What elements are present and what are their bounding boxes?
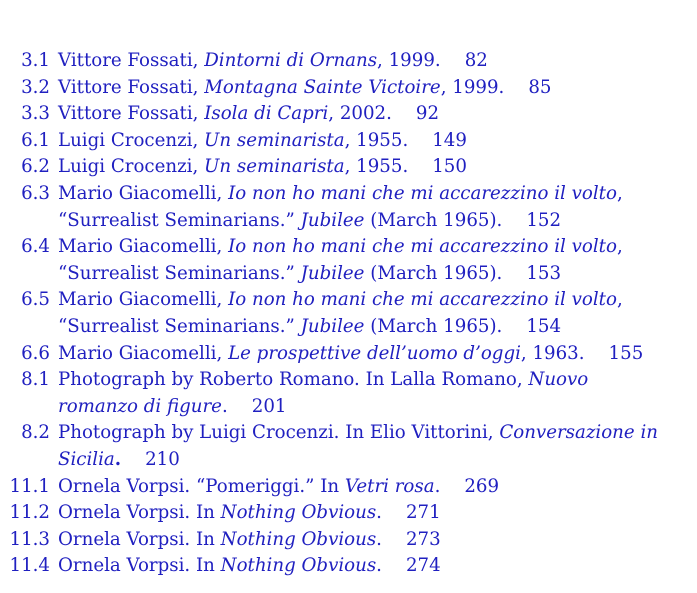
figure-entry[interactable] [6,234,691,287]
figure-entry[interactable] [6,474,691,501]
figure-author: Ornela Vorpsi. “Pomeriggi.” In [58,475,345,497]
figure-entry[interactable] [6,367,691,420]
page-number[interactable]: 155 [608,342,644,364]
figure-caption [50,367,678,420]
figure-entry[interactable] [6,527,691,554]
figure-number: 6.6 [21,342,50,364]
figure-publication: Jubilee [300,315,365,337]
figure-date: (March 1965). [364,262,503,284]
figure-entry[interactable] [6,181,691,234]
figure-number: 11.1 [9,475,50,497]
figure-title: Io non ho mani che mi accarezzino il volto [228,236,617,258]
figure-author: Ornela Vorpsi. In [58,502,221,524]
figure-source: “Surrealist Seminarians.” [58,262,301,284]
figure-number: 11.2 [9,502,50,524]
figure-date: (March 1965). [364,315,503,337]
figure-title: Montagna Sainte Victoire [204,76,441,98]
figure-caption [50,181,678,234]
figure-caption [50,527,678,554]
page-number[interactable]: 269 [464,475,500,497]
figure-punct: . [114,448,122,470]
figure-entry[interactable] [6,341,691,368]
figure-author: Ornela Vorpsi. In [58,528,221,550]
figure-date: , 1999. [377,50,441,71]
page-number[interactable]: 274 [405,555,441,577]
figure-author: Mario Giacomelli, [58,236,229,258]
page-number[interactable]: 273 [405,528,441,550]
figure-number: 6.2 [21,156,50,178]
page-number[interactable]: 150 [432,156,467,178]
page-number[interactable]: 152 [526,209,562,231]
figure-author: Luigi Crocenzi, [58,156,205,178]
figure-punct: . [376,555,382,577]
figure-author: Vittore Fossati, [58,50,205,71]
figure-author: Vittore Fossati, [58,76,205,98]
figure-author: Photograph by Luigi Crocenzi. In Elio Vittorini, [58,422,500,444]
figure-author: Ornela Vorpsi. In [58,555,221,577]
figure-title: Io non ho mani che mi accarezzino il volto [228,289,617,311]
figure-title: Nothing Obvious [220,555,377,577]
figure-title: Isola di Capri [204,103,329,125]
figure-caption [50,420,678,473]
figure-source: “Surrealist Seminarians.” [58,315,301,337]
page-number[interactable]: 271 [405,502,441,524]
figure-punct: , [616,289,623,311]
figure-caption [50,128,678,155]
figure-title: Un seminarista [204,129,345,151]
figure-title: Conversazione in [499,422,658,444]
figure-author: Mario Giacomelli, [58,182,229,204]
figure-date: , 1955. [344,156,409,178]
figure-number: 11.4 [9,555,50,577]
figure-caption [50,474,678,501]
figure-author: Mario Giacomelli, [58,289,229,311]
figure-number: 6.5 [21,289,50,311]
figure-entry[interactable] [6,128,691,155]
figure-source: “Surrealist Seminarians.” [58,209,301,231]
figure-punct: , [616,182,623,204]
figure-title: Le prospettive dell’uomo d’oggi [228,342,521,364]
figure-date: , 2002. [328,103,392,125]
figure-author: Vittore Fossati, [58,103,205,125]
figure-caption [50,553,678,580]
figure-punct: . [376,528,382,550]
figure-punct: . [376,502,382,524]
page-number[interactable]: 82 [464,50,488,71]
figure-caption [50,287,678,340]
figure-title: Nuovo [528,369,589,391]
figure-caption [50,234,678,287]
figure-punct: , [616,236,623,258]
figure-entry[interactable] [6,48,691,75]
figure-title: Dintorni di Ornans [204,50,378,71]
figure-date: (March 1965). [364,209,503,231]
figure-date: , 1955. [344,129,409,151]
figure-author: Photograph by Roberto Romano. In Lalla Romano, [58,369,529,391]
page-number[interactable]: 154 [526,315,562,337]
figure-entry[interactable] [6,101,691,128]
figure-caption [50,101,678,128]
figure-number: 8.1 [21,369,50,391]
page-number[interactable]: 210 [145,448,180,470]
figure-title: Io non ho mani che mi accarezzino il volto [228,182,617,204]
figure-title: Nothing Obvious [220,528,377,550]
figure-number: 3.2 [21,76,50,98]
figure-caption [50,75,678,102]
figure-date: , 1999. [440,76,505,98]
figure-date: , 1963. [520,342,585,364]
figure-entry[interactable] [6,75,691,102]
figure-number: 6.4 [21,236,50,258]
page-number[interactable]: 201 [251,395,287,417]
figure-title: Vetri rosa [344,475,435,497]
figure-number: 11.3 [9,528,50,550]
figure-punct: . [434,475,441,497]
figure-number: 3.3 [21,103,50,125]
page-number[interactable]: 92 [415,103,440,125]
figure-entry[interactable] [6,154,691,181]
page-number[interactable]: 85 [528,76,552,98]
figure-number: 6.3 [21,182,50,204]
figure-title-continued: Sicilia [58,448,115,470]
page-number[interactable]: 153 [526,262,562,284]
figure-entry[interactable] [6,500,691,527]
figure-punct: . [221,395,228,417]
figure-title: Un seminarista [204,156,345,178]
figure-number: 3.1 [21,50,50,71]
figure-caption [50,500,678,527]
figure-publication: Jubilee [300,209,365,231]
figure-number: 6.1 [21,129,50,151]
figure-caption [50,48,678,75]
figure-title-continued: romanzo di figure [58,395,222,417]
figure-entry[interactable] [6,553,691,580]
figure-author: Luigi Crocenzi, [58,129,205,151]
figure-caption [50,341,678,368]
figure-entry[interactable] [6,420,691,473]
figure-title: Nothing Obvious [220,502,377,524]
figure-publication: Jubilee [300,262,365,284]
figure-caption [50,154,678,181]
figure-entry[interactable] [6,287,691,340]
page-number[interactable]: 149 [432,129,467,151]
list-of-figures [6,48,691,580]
figure-number: 8.2 [21,422,50,444]
figure-author: Mario Giacomelli, [58,342,229,364]
